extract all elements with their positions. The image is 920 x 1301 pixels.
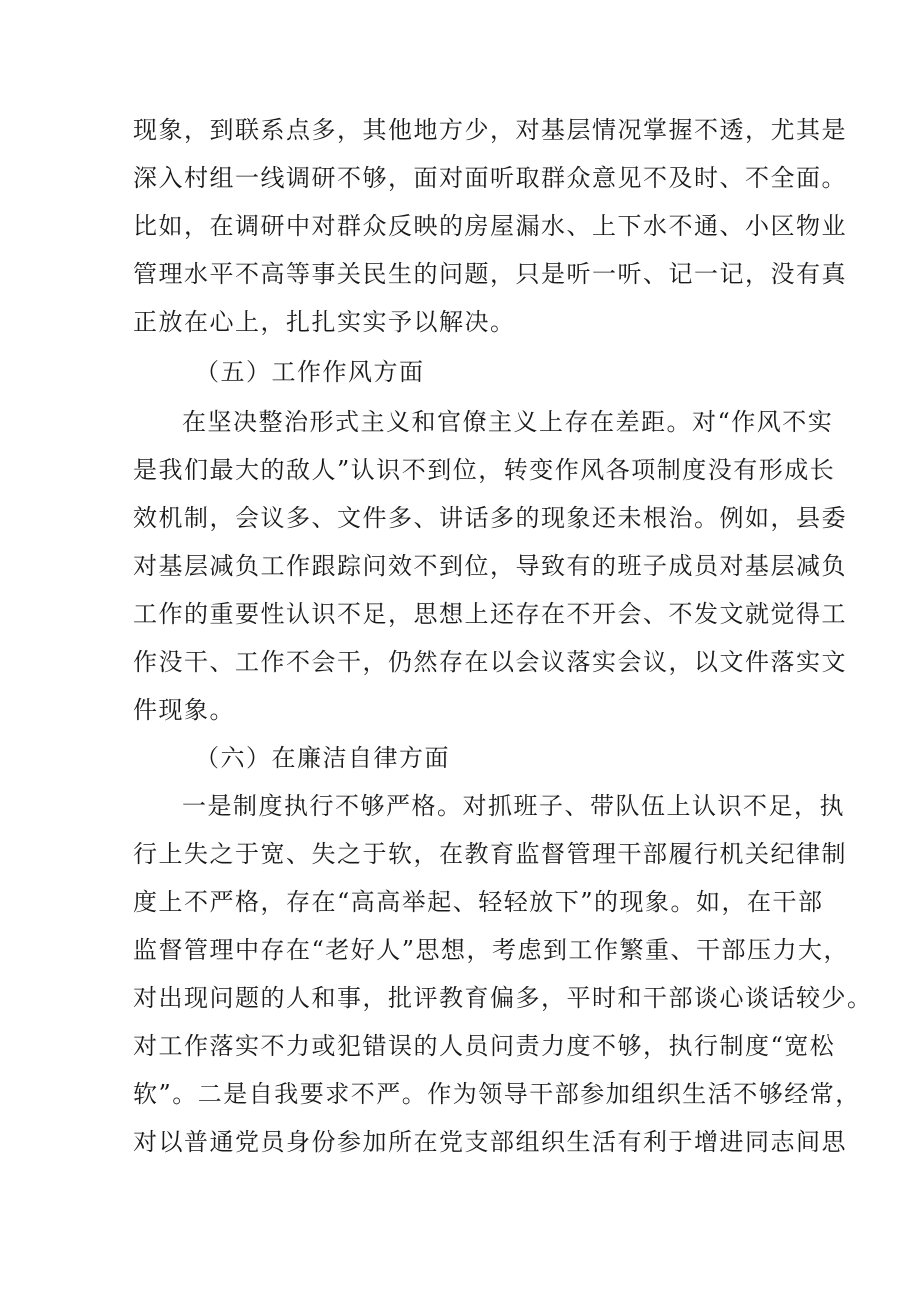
text-line: 对基层减负工作跟踪问效不到位，导致有的班子成员对基层减负 [133,552,847,580]
section-heading: （五）工作作风方面 [195,358,425,386]
text-line: 一是制度执行不够严格。对抓班子、带队伍上认识不足，执 [182,792,845,820]
text-line: 在坚决整治形式主义和官僚主义上存在差距。对“作风不实 [182,408,834,436]
text-line: 件现象。 [133,696,235,724]
text-line: 作没干、工作不会干，仍然存在以会议落实会议，以文件落实文 [133,648,847,676]
text-line: 比如，在调研中对群众反映的房屋漏水、上下水不通、小区物业 [133,212,847,240]
text-line: 行上失之于宽、失之于软，在教育监督管理干部履行机关纪律制 [133,840,847,868]
text-line: 正放在心上，扎扎实实予以解决。 [133,308,516,336]
text-line: 对出现问题的人和事，批评教育偏多，平时和干部谈心谈话较少。 [133,984,873,1012]
text-line: 软”。二是自我要求不严。作为领导干部参加组织生活不够经常， [133,1080,861,1108]
text-line: 管理水平不高等事关民生的问题，只是听一听、记一记，没有真 [133,260,847,288]
text-line: 现象，到联系点多，其他地方少，对基层情况掌握不透，尤其是 [133,116,847,144]
text-line: 监督管理中存在“老好人”思想，考虑到工作繁重、干部压力大， [133,936,850,964]
text-line: 是我们最大的敌人”认识不到位，转变作风各项制度没有形成长 [133,456,836,484]
text-line: 对以普通党员身份参加所在党支部组织生活有利于增进同志间思 [133,1128,847,1156]
text-line: 对工作落实不力或犯错误的人员问责力度不够，执行制度“宽松 [133,1032,836,1060]
text-line: 度上不严格，存在“高高举起、轻轻放下”的现象。如，在干部 [133,888,824,916]
text-line: 深入村组一线调研不够，面对面听取群众意见不及时、不全面。 [133,164,847,192]
text-line: 效机制，会议多、文件多、讲话多的现象还未根治。例如，县委 [133,504,847,532]
section-heading: （六）在廉洁自律方面 [195,744,450,772]
text-line: 工作的重要性认识不足，思想上还存在不开会、不发文就觉得工 [133,600,847,628]
